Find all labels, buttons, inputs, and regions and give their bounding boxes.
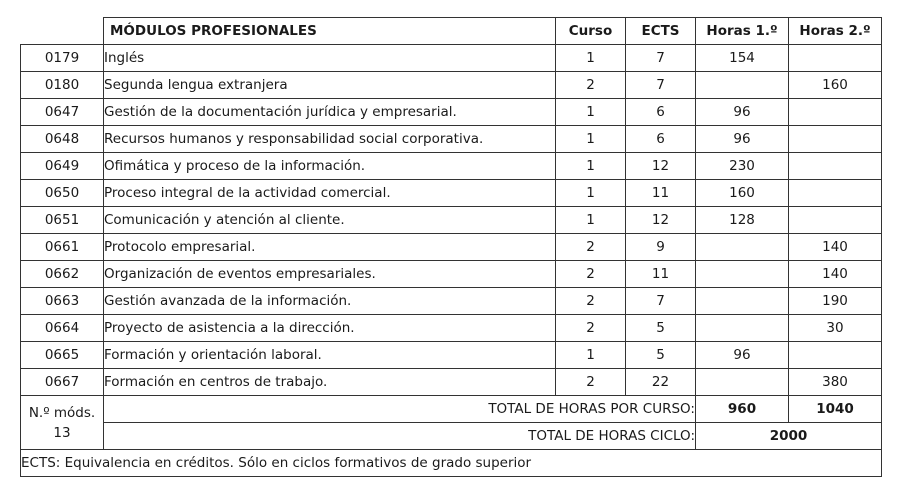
module-course: 1 [556, 153, 626, 180]
total-per-course-row [21, 396, 882, 423]
module-course: 2 [556, 72, 626, 99]
total-course-2: 1040 [789, 396, 882, 423]
module-hours-1 [696, 369, 789, 396]
module-hours-1 [696, 234, 789, 261]
module-name: Comunicación y atención al cliente. [104, 207, 556, 234]
total-cycle-value: 2000 [696, 423, 882, 450]
module-hours-1: 96 [696, 99, 789, 126]
module-ects: 5 [626, 342, 696, 369]
table-row [21, 99, 882, 126]
module-name: Inglés [104, 45, 556, 72]
header-hours-2: Horas 2.º [789, 18, 882, 45]
table-row [21, 153, 882, 180]
module-course: 1 [556, 126, 626, 153]
module-ects: 12 [626, 153, 696, 180]
module-hours-1: 160 [696, 180, 789, 207]
module-name: Gestión de la documentación jurídica y empresarial. [104, 99, 556, 126]
module-ects: 11 [626, 261, 696, 288]
module-course: 1 [556, 342, 626, 369]
modules-count-cell [21, 396, 104, 450]
module-code: 0663 [21, 288, 104, 315]
module-course: 2 [556, 288, 626, 315]
module-ects: 6 [626, 126, 696, 153]
module-hours-1 [696, 288, 789, 315]
table-row [21, 288, 882, 315]
module-name: Gestión avanzada de la información. [104, 288, 556, 315]
module-hours-2: 140 [789, 261, 882, 288]
module-course: 1 [556, 99, 626, 126]
header-blank-cell [21, 18, 104, 45]
module-ects: 7 [626, 288, 696, 315]
module-name: Proyecto de asistencia a la dirección. [104, 315, 556, 342]
module-ects: 7 [626, 45, 696, 72]
header-hours-1: Horas 1.º [696, 18, 789, 45]
module-hours-2: 140 [789, 234, 882, 261]
module-course: 2 [556, 369, 626, 396]
module-code: 0179 [21, 45, 104, 72]
table-row [21, 369, 882, 396]
module-name: Ofimática y proceso de la información. [104, 153, 556, 180]
header-ects: ECTS [626, 18, 696, 45]
module-code: 0661 [21, 234, 104, 261]
header-modules: MÓDULOS PROFESIONALES [104, 18, 556, 45]
module-hours-2: 30 [789, 315, 882, 342]
module-ects: 7 [626, 72, 696, 99]
module-course: 1 [556, 207, 626, 234]
module-ects: 12 [626, 207, 696, 234]
module-hours-2 [789, 99, 882, 126]
total-cycle-label: TOTAL DE HORAS CICLO: [104, 423, 696, 450]
module-code: 0662 [21, 261, 104, 288]
table-row [21, 180, 882, 207]
module-course: 2 [556, 315, 626, 342]
module-code: 0650 [21, 180, 104, 207]
module-name: Formación en centros de trabajo. [104, 369, 556, 396]
module-code: 0649 [21, 153, 104, 180]
table-row [21, 234, 882, 261]
footnote: ECTS: Equivalencia en créditos. Sólo en ciclos formativos de grado superior [21, 450, 882, 477]
module-code: 0651 [21, 207, 104, 234]
module-name: Formación y orientación laboral. [104, 342, 556, 369]
table-row [21, 315, 882, 342]
module-hours-1 [696, 261, 789, 288]
module-code: 0180 [21, 72, 104, 99]
module-hours-1 [696, 315, 789, 342]
table-row [21, 342, 882, 369]
table-row [21, 207, 882, 234]
module-name: Protocolo empresarial. [104, 234, 556, 261]
module-course: 1 [556, 180, 626, 207]
module-hours-2 [789, 207, 882, 234]
module-hours-1: 154 [696, 45, 789, 72]
module-hours-1: 128 [696, 207, 789, 234]
module-ects: 6 [626, 99, 696, 126]
module-course: 1 [556, 45, 626, 72]
module-hours-2: 160 [789, 72, 882, 99]
module-name: Recursos humanos y responsabilidad social corporativa. [104, 126, 556, 153]
modules-table [20, 17, 882, 477]
module-ects: 11 [626, 180, 696, 207]
module-ects: 9 [626, 234, 696, 261]
module-hours-2 [789, 126, 882, 153]
module-code: 0667 [21, 369, 104, 396]
module-hours-1 [696, 72, 789, 99]
module-hours-2 [789, 153, 882, 180]
header-row [21, 18, 882, 45]
total-course-1: 960 [696, 396, 789, 423]
table-row [21, 45, 882, 72]
modules-count-label: N.º móds. [28, 404, 96, 421]
module-name: Proceso integral de la actividad comercial. [104, 180, 556, 207]
module-course: 2 [556, 234, 626, 261]
module-course: 2 [556, 261, 626, 288]
modules-count-value: 13 [53, 424, 71, 441]
module-hours-2: 190 [789, 288, 882, 315]
table-row [21, 72, 882, 99]
total-per-course-label: TOTAL DE HORAS POR CURSO: [104, 396, 696, 423]
module-hours-2 [789, 180, 882, 207]
table-row [21, 126, 882, 153]
module-hours-1: 230 [696, 153, 789, 180]
module-code: 0647 [21, 99, 104, 126]
footnote-row [21, 450, 882, 477]
module-hours-1: 96 [696, 126, 789, 153]
module-hours-2 [789, 45, 882, 72]
module-code: 0648 [21, 126, 104, 153]
total-cycle-row [21, 423, 882, 450]
module-name: Segunda lengua extranjera [104, 72, 556, 99]
module-hours-2: 380 [789, 369, 882, 396]
header-course: Curso [556, 18, 626, 45]
module-name: Organización de eventos empresariales. [104, 261, 556, 288]
module-code: 0665 [21, 342, 104, 369]
table-row [21, 261, 882, 288]
module-hours-2 [789, 342, 882, 369]
module-ects: 5 [626, 315, 696, 342]
module-ects: 22 [626, 369, 696, 396]
module-hours-1: 96 [696, 342, 789, 369]
module-code: 0664 [21, 315, 104, 342]
